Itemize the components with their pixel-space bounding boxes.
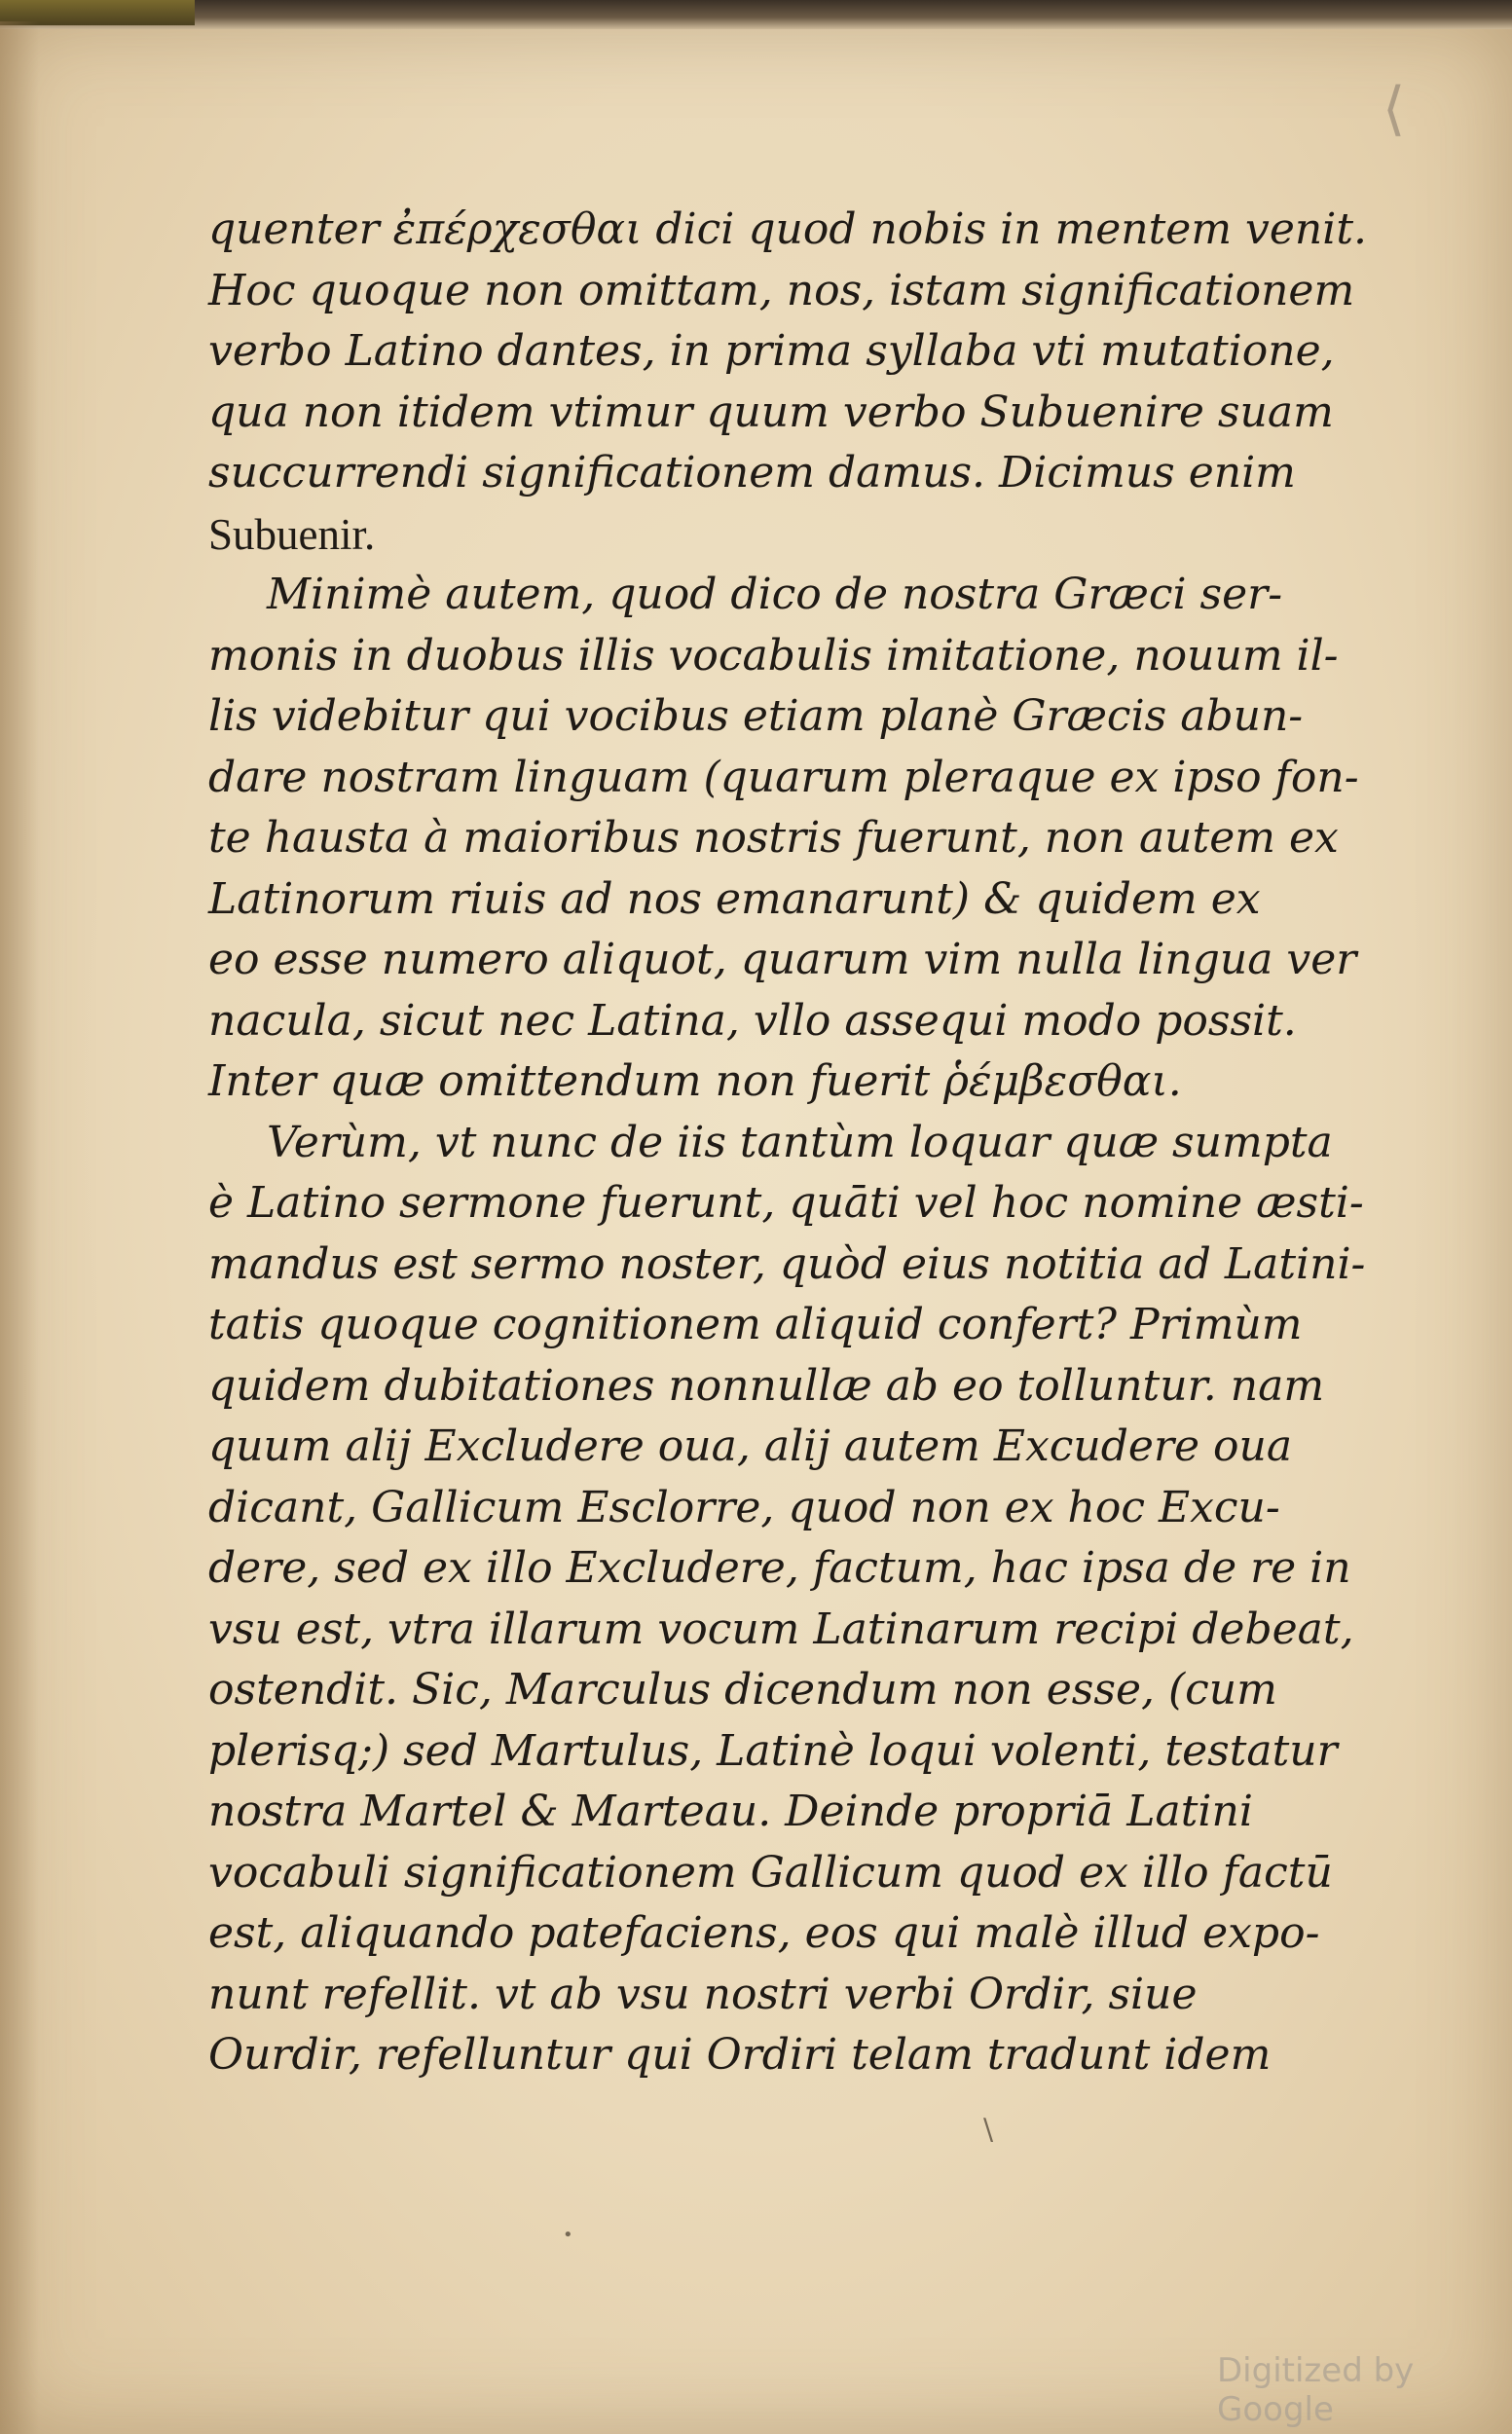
text-line: plerisq;) sed Martulus, Latinè loqui volenti, testatur: [208, 1725, 1338, 1776]
text-line: mandus est sermo noster, quòd eius notitia ad Latini-: [208, 1238, 1366, 1289]
text-line: monis in duobus illis vocabulis imitatione, nouum il-: [208, 630, 1339, 681]
page-gutter: [0, 21, 39, 2434]
text-line: Latinorum riuis ad nos emanarunt) & quidem ex: [208, 873, 1261, 924]
text-line: è Latino sermone fuerunt, quāti vel hoc nomine æsti-: [208, 1178, 1364, 1228]
text-line: dere, sed ex illo Excludere, factum, hac ipsa de re in: [208, 1543, 1351, 1593]
ink-speck: \: [983, 2113, 994, 2147]
text-line: Inter quæ omittendum non fuerit ῥέμβεσθαι.: [208, 1056, 1182, 1106]
text-line: Hoc quoque non omittam, nos, istam significationem: [208, 265, 1355, 315]
text-line: vsu est, vtra illarum vocum Latinarum recipi debeat,: [208, 1604, 1354, 1654]
text-line: qua non itidem vtimur quum verbo Subuenire suam: [208, 387, 1334, 437]
pencil-mark-icon: ⟨: [1383, 75, 1406, 143]
text-line: te hausta à maioribus nostris fuerunt, non autem ex: [208, 813, 1339, 863]
text-line: nunt refellit. vt ab vsu nostri verbi Ordir, siue: [208, 1969, 1198, 2019]
text-line: dicant, Gallicum Esclorre, quod non ex hoc Excu-: [208, 1482, 1280, 1532]
paragraph-start: Minimè autem, quod dico de nostra Græci ser-: [267, 570, 1283, 619]
text-line: quidem dubitationes nonnullæ ab eo tolluntur. nam: [208, 1360, 1325, 1411]
text-line: vocabuli significationem Gallicum quod ex illo factū: [208, 1847, 1333, 1898]
text-line: ostendit. Sic, Marculus dicendum non esse, (cum: [208, 1665, 1277, 1715]
page-top-edge: [0, 0, 1512, 29]
text-line: Subuenir.: [208, 509, 376, 559]
text-line: est, aliquando patefaciens, eos qui malè illud expo-: [208, 1908, 1320, 1958]
text-line: eo esse numero aliquot, quarum vim nulla lingua ver: [208, 935, 1357, 984]
text-line: verbo Latino dantes, in prima syllaba vti mutatione,: [208, 326, 1335, 376]
text-line: tatis quoque cognitionem aliquid confert? Primùm: [208, 1300, 1303, 1349]
ink-speck: •: [563, 2225, 573, 2245]
text-line: lis videbitur qui vocibus etiam planè Græcis abun-: [208, 691, 1304, 741]
text-line: dare nostram linguam (quarum pleraque ex ipso fon-: [208, 752, 1359, 802]
text-line: quum alij Excludere oua, alij autem Excudere oua: [208, 1421, 1293, 1471]
text-line: quenter ἐπέρχεσθαι dici quod nobis in mentem venit.: [208, 204, 1367, 254]
text-line: nacula, sicut nec Latina, vllo assequi modo possit.: [208, 995, 1297, 1046]
digitized-watermark: Digitized by Google: [1217, 2351, 1415, 2429]
paragraph-start: Verùm, vt nunc de iis tantùm loquar quæ sumpta: [267, 1117, 1333, 1167]
text-line: succurrendi significationem damus. Dicimus enim: [208, 448, 1296, 498]
text-block: [208, 200, 1367, 2086]
text-line: nostra Martel & Marteau. Deinde propriā Latini: [208, 1787, 1253, 1836]
text-line: Ourdir, refelluntur qui Ordiri telam tradunt idem: [208, 2030, 1272, 2080]
